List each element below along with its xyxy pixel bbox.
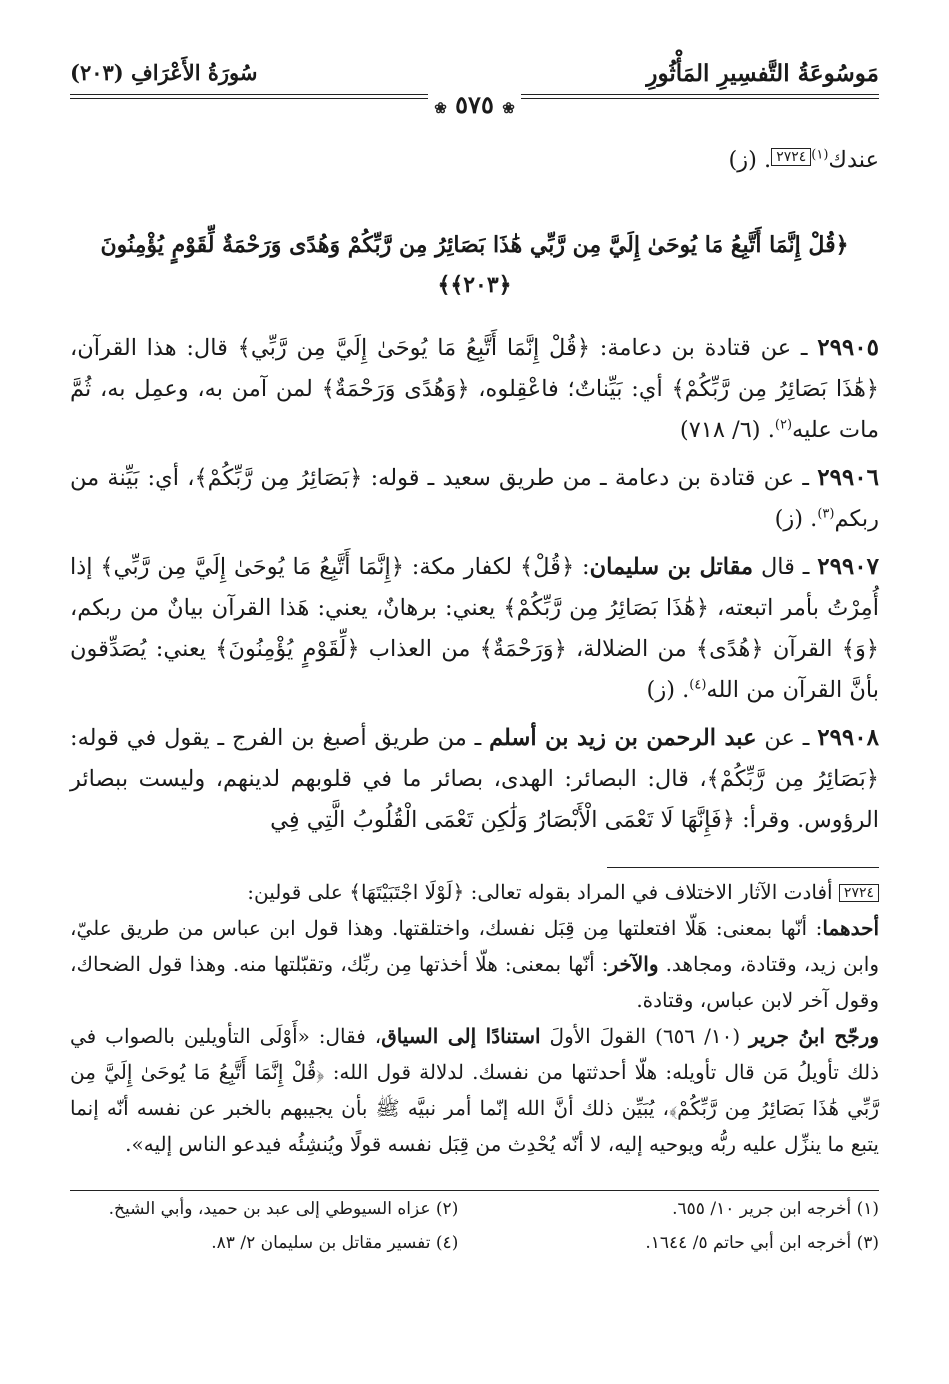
preference-label: ورجّح ابنُ جرير [749, 1024, 879, 1048]
footnote-separator [70, 1190, 879, 1191]
footnote-ref: (٢) [774, 417, 793, 433]
footnotes [70, 1199, 879, 1271]
entry-pre: ـ قال [753, 554, 810, 580]
entry-29907 [70, 546, 879, 711]
entry-tail: . (ز) [774, 506, 818, 532]
entry-number: ٢٩٩٠٨ [817, 724, 879, 751]
entry-tail: . (٦/ ٧١٨) [679, 417, 775, 443]
intro-line [70, 140, 879, 181]
first-opinion-label: أحدهما [822, 916, 879, 940]
preference-text: (١٠/ ٦٥٦) القولَ الأولَ [540, 1024, 750, 1048]
intro-text: عندك [828, 147, 879, 173]
entry-text: ـ عن قتادة بن دعامة ـ من طريق سعيد ـ قوله: ﴿بَصَائِرُ مِن رَّبِّكُمْ﴾، أي: بَيِّنة من ربكم [70, 465, 879, 532]
flower-ornament-icon: ❀ [502, 99, 515, 117]
entry-text: : ﴿قُلْ﴾ لكفار مكة: ﴿إِنَّمَا أَتَّبِعُ مَا يُوحَىٰ إِلَيَّ مِن رَّبِّي﴾ إذا أُمِرْتُ بأمر اتبعته، ﴿هَٰذَا بَصَائِرُ مِن رَّبِّكُمْ﴾ يعني: برهانٌ، يعني: هَذا القرآن بيانٌ من ربكم، ﴿وَ﴾ القرآن ﴿هُدًى﴾ من الضلالة، ﴿وَرَحْمَةٌ﴾ من العذاب ﴿لِّقَوْمٍ يُؤْمِنُونَ﴾ يعني: يُصَدِّقون بأنَّ القرآن من الله [70, 554, 879, 703]
entry-tail: . (ز) [646, 677, 690, 703]
flower-ornament-icon: ❀ [434, 99, 447, 117]
note-box-label: ٢٧٢٤ [839, 884, 879, 902]
note-intro: أفادت الآثار الاختلاف في المراد بقوله تعالى: ﴿لَوْلَا اجْتَبَيْتَهَا﴾ على قولين: [247, 880, 833, 904]
scholarly-note [70, 874, 879, 1162]
entry-pre: ـ عن [756, 725, 810, 751]
entry-29905 [70, 327, 879, 451]
footnote-4: (٤) تفسير مقاتل بن سليمان ٢/ ٨٣. [211, 1233, 459, 1253]
page-number: ٥٧٥ [455, 90, 494, 119]
entry-number: ٢٩٩٠٥ [817, 334, 879, 361]
book-page [70, 52, 879, 1271]
intro-tail: . (ز) [728, 147, 772, 173]
surah-reference: سُورَةُ الأَعْرَافِ (٢٠٣) [70, 60, 258, 85]
entry-number: ٢٩٩٠٧ [817, 553, 879, 580]
narrator-name: مقاتل بن سليمان [589, 554, 754, 580]
second-opinion-text: : أنّها بمعنى: هلّا أخذتها مِن ربِّك، وتقبّلتها منه. وهذا قول الضحاك، وقول آخر لابن عباس، وقتادة. [70, 952, 879, 1012]
note-box-ref: ٢٧٢٤ [771, 148, 811, 166]
first-opinion-text: : أنّها بمعنى: هَلّا افتعلتها مِن قِبَل نفسك، واختلقتها. وهذا قول ابن عباس من طريق عليّ، وابن زيد، وقتادة، ومجاهد. [70, 916, 879, 976]
entry-text: ـ من طريق أصبغ بن الفرج ـ يقول في قوله: ﴿بَصَائِرُ مِن رَّبِّكُمْ﴾، قال: البصائر: الهدى، بصائر ما في قلوبهم لدينهم، وليست ببصائر الرؤوس. وقرأ: ﴿فَإِنَّهَا لَا تَعْمَى الْأَبْصَارُ وَلَٰكِن تَعْمَى الْقُلُوبُ الَّتِي فِي [70, 725, 879, 833]
page-number-block [70, 90, 879, 119]
quran-verse: ﴿قُلْ إِنَّمَا أَتَّبِعُ مَا يُوحَىٰ إِلَيَّ مِن رَّبِّي هَٰذَا بَصَائِرُ مِن رَّبِّكُمْ وَهُدًى وَرَحْمَةٌ لِّقَوْمٍ يُؤْمِنُونَ ﴿٢٠٣﴾﴾ [100, 232, 849, 298]
entry-number: ٢٩٩٠٦ [817, 464, 879, 491]
footnote-ref: (٣) [817, 506, 835, 522]
page-header [70, 52, 879, 122]
narrator-name: عبد الرحمن بن زيد بن أسلم [489, 725, 757, 751]
footnote-2: (٢) عزاه السيوطي إلى عبد بن حميد، وأبي الشيخ. [108, 1199, 459, 1219]
entry-text: ـ عن قتادة بن دعامة: ﴿قُلْ إِنَّمَا أَتَّبِعُ مَا يُوحَىٰ إِلَيَّ مِن رَّبِّي﴾ قال: هذا القرآن، ﴿هَٰذَا بَصَائِرُ مِن رَّبِّكُمْ﴾ أي: بَيِّناتٌ؛ فاعْقِلوه، ﴿وَهُدًى وَرَحْمَةٌ﴾ لمن آمن به، وعمِل به، ثُمَّ مات عليه [70, 335, 879, 443]
book-title: مَوسُوعَةُ التَّفسِيرِ المَأْثُورِ [646, 60, 879, 87]
entry-29908 [70, 717, 879, 841]
footnote-ref: (١) [811, 147, 829, 163]
footnote-1: (١) أخرجه ابن جرير ١٠/ ٦٥٥. [672, 1199, 879, 1219]
note-separator [607, 867, 879, 868]
footnote-ref: (٤) [689, 677, 707, 693]
second-opinion-label: والآخر [608, 952, 659, 976]
context-label: استنادًا إلى السياق [381, 1024, 541, 1048]
entry-29906 [70, 457, 879, 540]
footnote-3: (٣) أخرجه ابن أبي حاتم ٥/ ١٦٤٤. [645, 1233, 879, 1253]
preference-quote: ، فقال: «أَوْلَى التأويلين بالصواب في ذلك تأويلُ مَن قال تأويله: هلّا أحدثتها من نفسك. لدلالة قول الله: ﴿قُلْ إِنَّمَا أَتَّبِعُ مَا يُوحَىٰ إِلَيَّ مِن رَّبِّي هَٰذَا بَصَائِرُ مِن رَّبِّكُمْ﴾، يُبَيِّن ذلك أنَّ الله إنّما أمر نبيَّه ﷺ بأن يجيبهم بالخبر عن نفسه أنّه إنما يتبع ما ينزِّل عليه ربُّه ويوحيه إليه، لا أنّه يُحْدِث من قِبَل نفسه قولًا ويُنشِئُه فيدعو الناس إليه». [70, 1024, 879, 1156]
